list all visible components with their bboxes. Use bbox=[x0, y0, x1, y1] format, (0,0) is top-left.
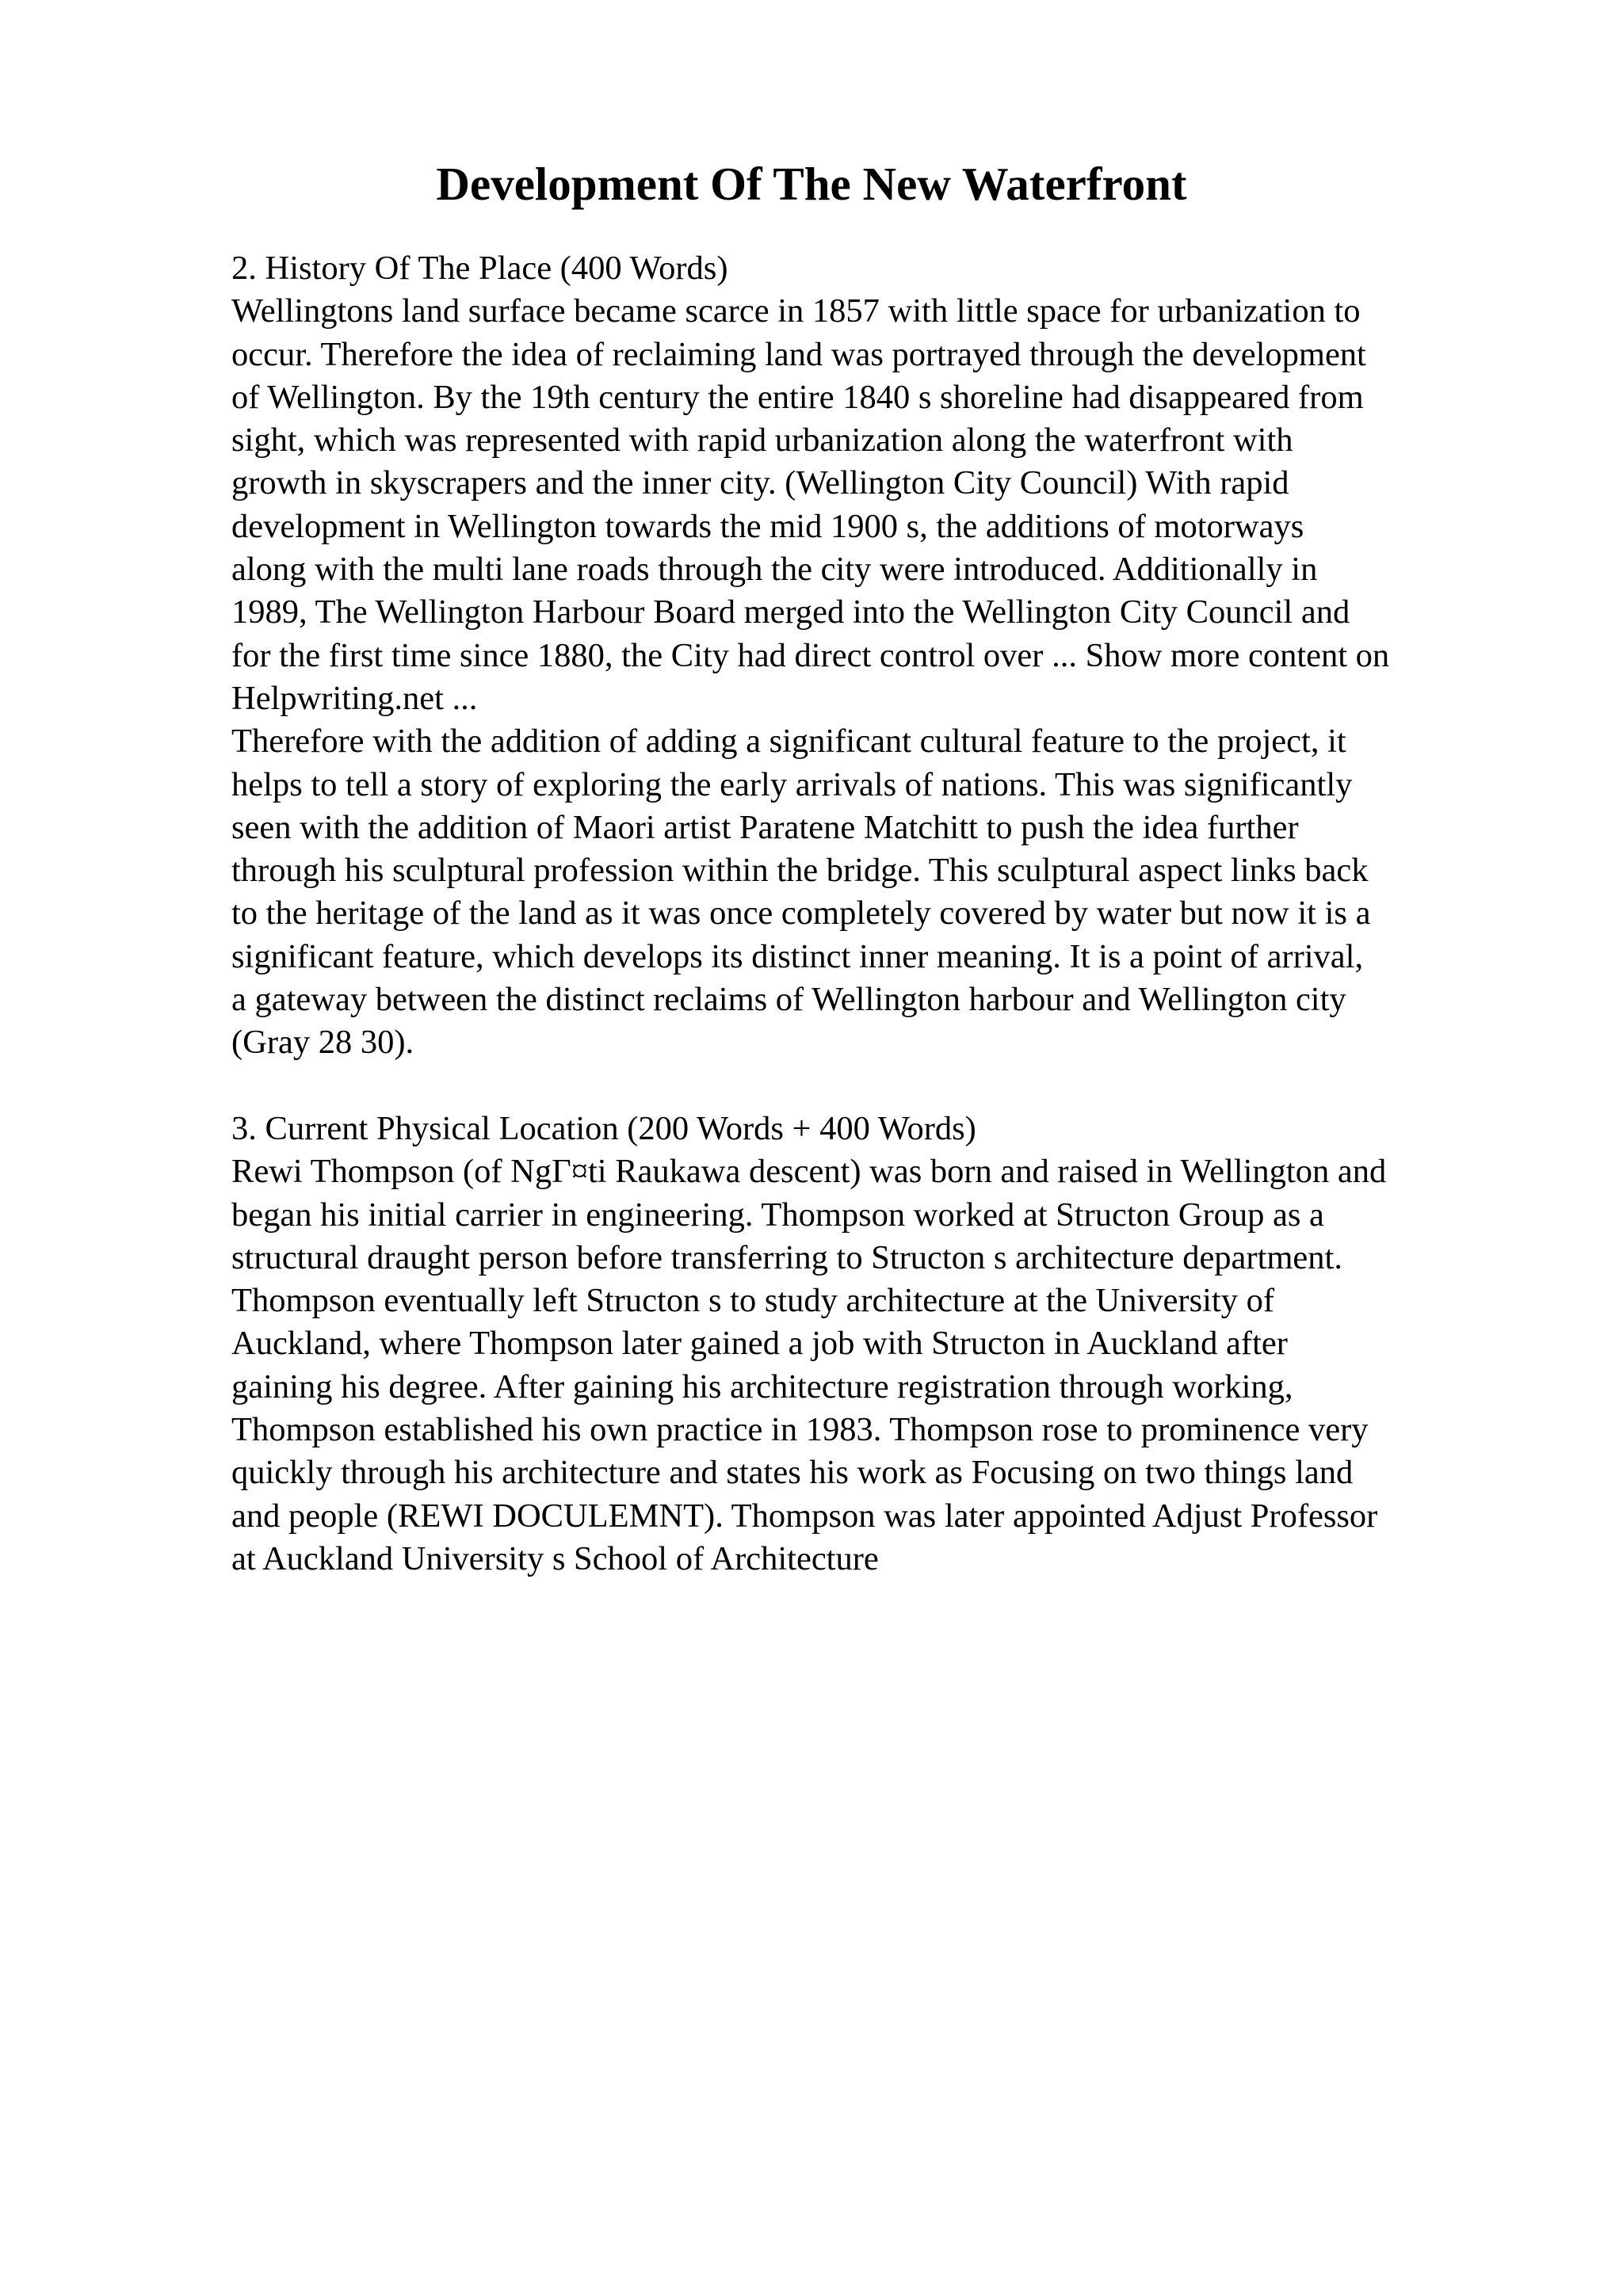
text-line: and people (REWI DOCULEMNT). Thompson was later appointed Adjust Professor bbox=[231, 1497, 1378, 1535]
text-line: occur. Therefore the idea of reclaiming land was portrayed through the development bbox=[231, 335, 1366, 373]
location-paragraph-1 bbox=[231, 1150, 1515, 1581]
paragraph-gap bbox=[231, 1065, 1515, 1108]
text-line: quickly through his architecture and states his work as Focusing on two things land bbox=[231, 1454, 1354, 1492]
text-line: through his sculptural profession within the bridge. This sculptural aspect links back bbox=[231, 852, 1369, 890]
text-line: seen with the addition of Maori artist Paratene Matchitt to push the idea further bbox=[231, 808, 1299, 846]
section-heading-location: 3. Current Physical Location (200 Words + 400 Words) bbox=[231, 1109, 976, 1147]
text-line: sight, which was represented with rapid urbanization along the waterfront with bbox=[231, 421, 1293, 460]
text-line: of Wellington. By the 19th century the entire 1840 s shoreline had disappeared from bbox=[231, 378, 1364, 416]
text-line: at Auckland University s School of Architecture bbox=[231, 1539, 879, 1577]
text-line: gaining his degree. After gaining his architecture registration through working, bbox=[231, 1367, 1293, 1405]
text-line: development in Wellington towards the mid 1900 s, the additions of motorways bbox=[231, 507, 1304, 545]
text-line: 1989, The Wellington Harbour Board merged into the Wellington City Council and bbox=[231, 593, 1350, 631]
section-heading-history: 2. History Of The Place (400 Words) bbox=[231, 250, 728, 287]
document-title: Development Of The New Waterfront bbox=[436, 158, 1187, 210]
text-line: Auckland, where Thompson later gained a job with Structon in Auckland after bbox=[231, 1325, 1288, 1363]
text-line: Thompson established his own practice in 1983. Thompson rose to prominence very bbox=[231, 1411, 1369, 1449]
text-line: Therefore with the addition of adding a significant cultural feature to the project, it bbox=[231, 723, 1346, 761]
text-line: Wellingtons land surface became scarce in 1857 with little space for urbanization to bbox=[231, 292, 1361, 330]
text-line: to the heritage of the land as it was once completely covered by water but now it is a bbox=[231, 894, 1371, 933]
text-line: growth in skyscrapers and the inner city. (Wellington City Council) With rapid bbox=[231, 464, 1289, 502]
text-line: significant feature, which develops its distinct inner meaning. It is a point of arrival, bbox=[231, 937, 1364, 975]
text-line: Helpwriting.net ... bbox=[231, 679, 478, 717]
text-line: a gateway between the distinct reclaims of Wellington harbour and Wellington city bbox=[231, 981, 1346, 1019]
text-line: helps to tell a story of exploring the early arrivals of nations. This was significantly bbox=[231, 765, 1353, 803]
text-line: for the first time since 1880, the City had direct control over ... Show more content on bbox=[231, 636, 1390, 674]
text-line: (Gray 28 30). bbox=[231, 1024, 414, 1062]
history-paragraph-2 bbox=[231, 720, 1515, 1064]
history-paragraph-1 bbox=[231, 290, 1515, 720]
text-line: Rewi Thompson (of NgΓ¤ti Raukawa descent) was born and raised in Wellington and bbox=[231, 1153, 1387, 1191]
document-body bbox=[231, 247, 1515, 1581]
text-line: structural draught person before transferring to Structon s architecture department. bbox=[231, 1238, 1342, 1276]
text-line: began his initial carrier in engineering. Thompson worked at Structon Group as a bbox=[231, 1196, 1324, 1234]
text-line: Thompson eventually left Structon s to study architecture at the University of bbox=[231, 1282, 1275, 1320]
text-line: along with the multi lane roads through the city were introduced. Additionally in bbox=[231, 551, 1318, 589]
